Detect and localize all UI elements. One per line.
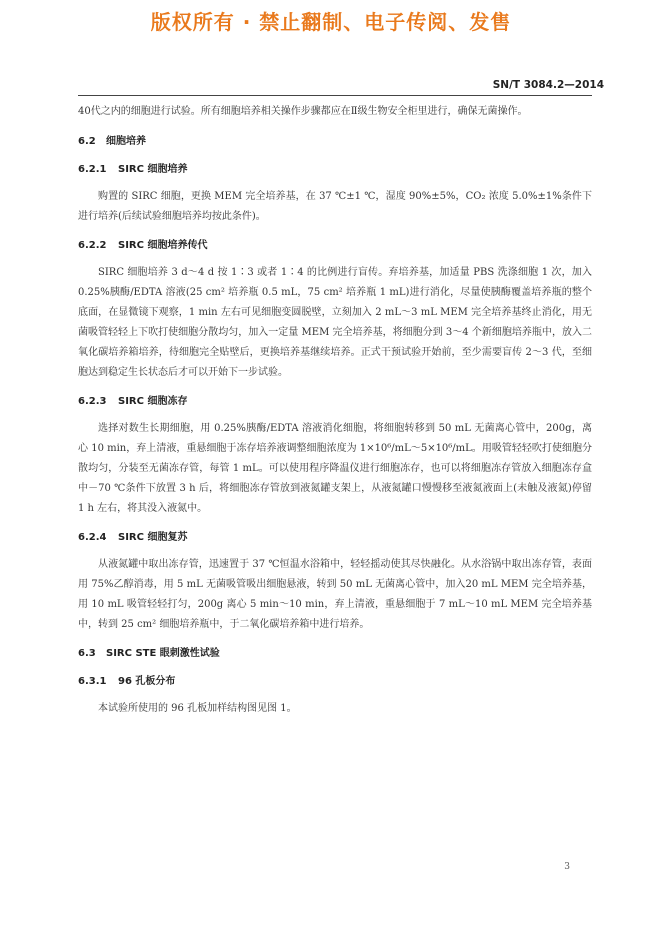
heading-6-3-1 xyxy=(78,675,592,689)
heading-6-2-4 xyxy=(78,531,592,545)
heading-6-3 xyxy=(78,647,592,661)
paragraph-6-2-4: 从液氮罐中取出冻存管，迅速置于 37 ℃恒温水浴箱中，轻轻摇动使其尽快融化。从水浴锅中取出冻存管，表面用 75%乙醇消毒，用 5 mL 无菌吸管吸出细胞悬液，转到 50 mL 无菌离心管中，加入20 mL MEM 完全培养基，用 10 mL 吸管轻轻打匀，200g 离心 5 min～10 min，弃上清液，重悬细胞于 7 mL～10 mL MEM 完全培养基中，转到 25 cm² 细胞培养瓶中，于二氧化碳培养箱中进行培养。 xyxy=(78,559,592,630)
standard-code: SN/T 3084.2—2014 xyxy=(492,79,604,91)
section-number: 6.3.1 xyxy=(78,676,107,687)
section-title: 细胞培养 xyxy=(106,136,146,147)
heading-6-2-2 xyxy=(78,239,592,253)
paragraph-6-3-1: 本试验所使用的 96 孔板加样结构图见图 1。 xyxy=(98,703,297,714)
heading-6-2-3 xyxy=(78,395,592,409)
heading-6-2 xyxy=(78,135,592,149)
section-number: 6.2.1 xyxy=(78,164,107,175)
paragraph-6-2-3: 选择对数生长期细胞，用 0.25%胰酶/EDTA 溶液消化细胞，将细胞转移到 50 mL 无菌离心管中，200g，离心 10 min，弃上清液，重悬细胞于冻存培养液调整细胞浓度为 1×10⁶/mL～5×10⁶/mL。用吸管轻轻吹打使细胞分散均匀，分装至无菌冻存管，每管 1 mL。可以使用程序降温仪进行细胞冻存，也可以将细胞冻存管放入细胞冻存盒中－70 ℃条件下放置 3 h 后，将细胞冻存管放到液氮罐支架上，从液氮罐口慢慢移至液氮液面上(未触及液氮)停留 1 h 左右，将其没入液氮中。 xyxy=(78,423,592,514)
section-number: 6.2.2 xyxy=(78,240,107,251)
section-number: 6.2.4 xyxy=(78,532,107,543)
section-title: SIRC 细胞复苏 xyxy=(118,532,188,543)
document-body xyxy=(78,102,592,719)
paragraph-6-2-1: 购置的 SIRC 细胞，更换 MEM 完全培养基，在 37 ℃±1 ℃，湿度 90%±5%，CO₂ 浓度 5.0%±1%条件下进行培养(后续试验细胞培养均按此条件)。 xyxy=(78,191,592,222)
copyright-watermark: 版权所有 · 禁止翻制、电子传阅、发售 xyxy=(150,10,512,34)
section-number: 6.3 xyxy=(78,648,96,659)
section-title: SIRC 细胞冻存 xyxy=(118,396,188,407)
paragraph-6-2-2: SIRC 细胞培养 3 d～4 d 按 1∶3 或者 1∶4 的比例进行盲传。弃培养基，加适量 PBS 洗涤细胞 1 次，加入 0.25%胰酶/EDTA 溶液(25 cm² 培养瓶 0.5 mL，75 cm² 培养瓶 1 mL)进行消化，尽量使胰酶覆盖培养瓶的整个底面，在显微镜下观察，1 min 左右可见细胞变圆脱壁，立刻加入 2 mL～3 mL MEM 完全培养基终止消化，用无菌吸管轻轻上下吹打使细胞分散均匀，加入一定量 MEM 完全培养基，将细胞分到 3～4 个新细胞培养瓶中，放入二氧化碳培养箱培养，待细胞完全贴壁后，更换培养基继续培养。正式干预试验开始前，至少需要盲传 2～3 代，至细胞达到稳定生长状态后才可以开始下一步试验。 xyxy=(78,267,592,378)
section-number: 6.2 xyxy=(78,136,96,147)
header-divider xyxy=(78,95,592,96)
section-title: 96 孔板分布 xyxy=(118,676,176,687)
section-number: 6.2.3 xyxy=(78,396,107,407)
section-title: SIRC STE 眼刺激性试验 xyxy=(106,648,220,659)
section-title: SIRC 细胞培养 xyxy=(118,164,188,175)
section-title: SIRC 细胞培养传代 xyxy=(118,240,208,251)
heading-6-2-1 xyxy=(78,163,592,177)
page-number: 3 xyxy=(564,862,570,872)
intro-paragraph: 40代之内的细胞进行试验。所有细胞培养相关操作步骤都应在Ⅱ级生物安全柜里进行，确保无菌操作。 xyxy=(78,106,528,117)
